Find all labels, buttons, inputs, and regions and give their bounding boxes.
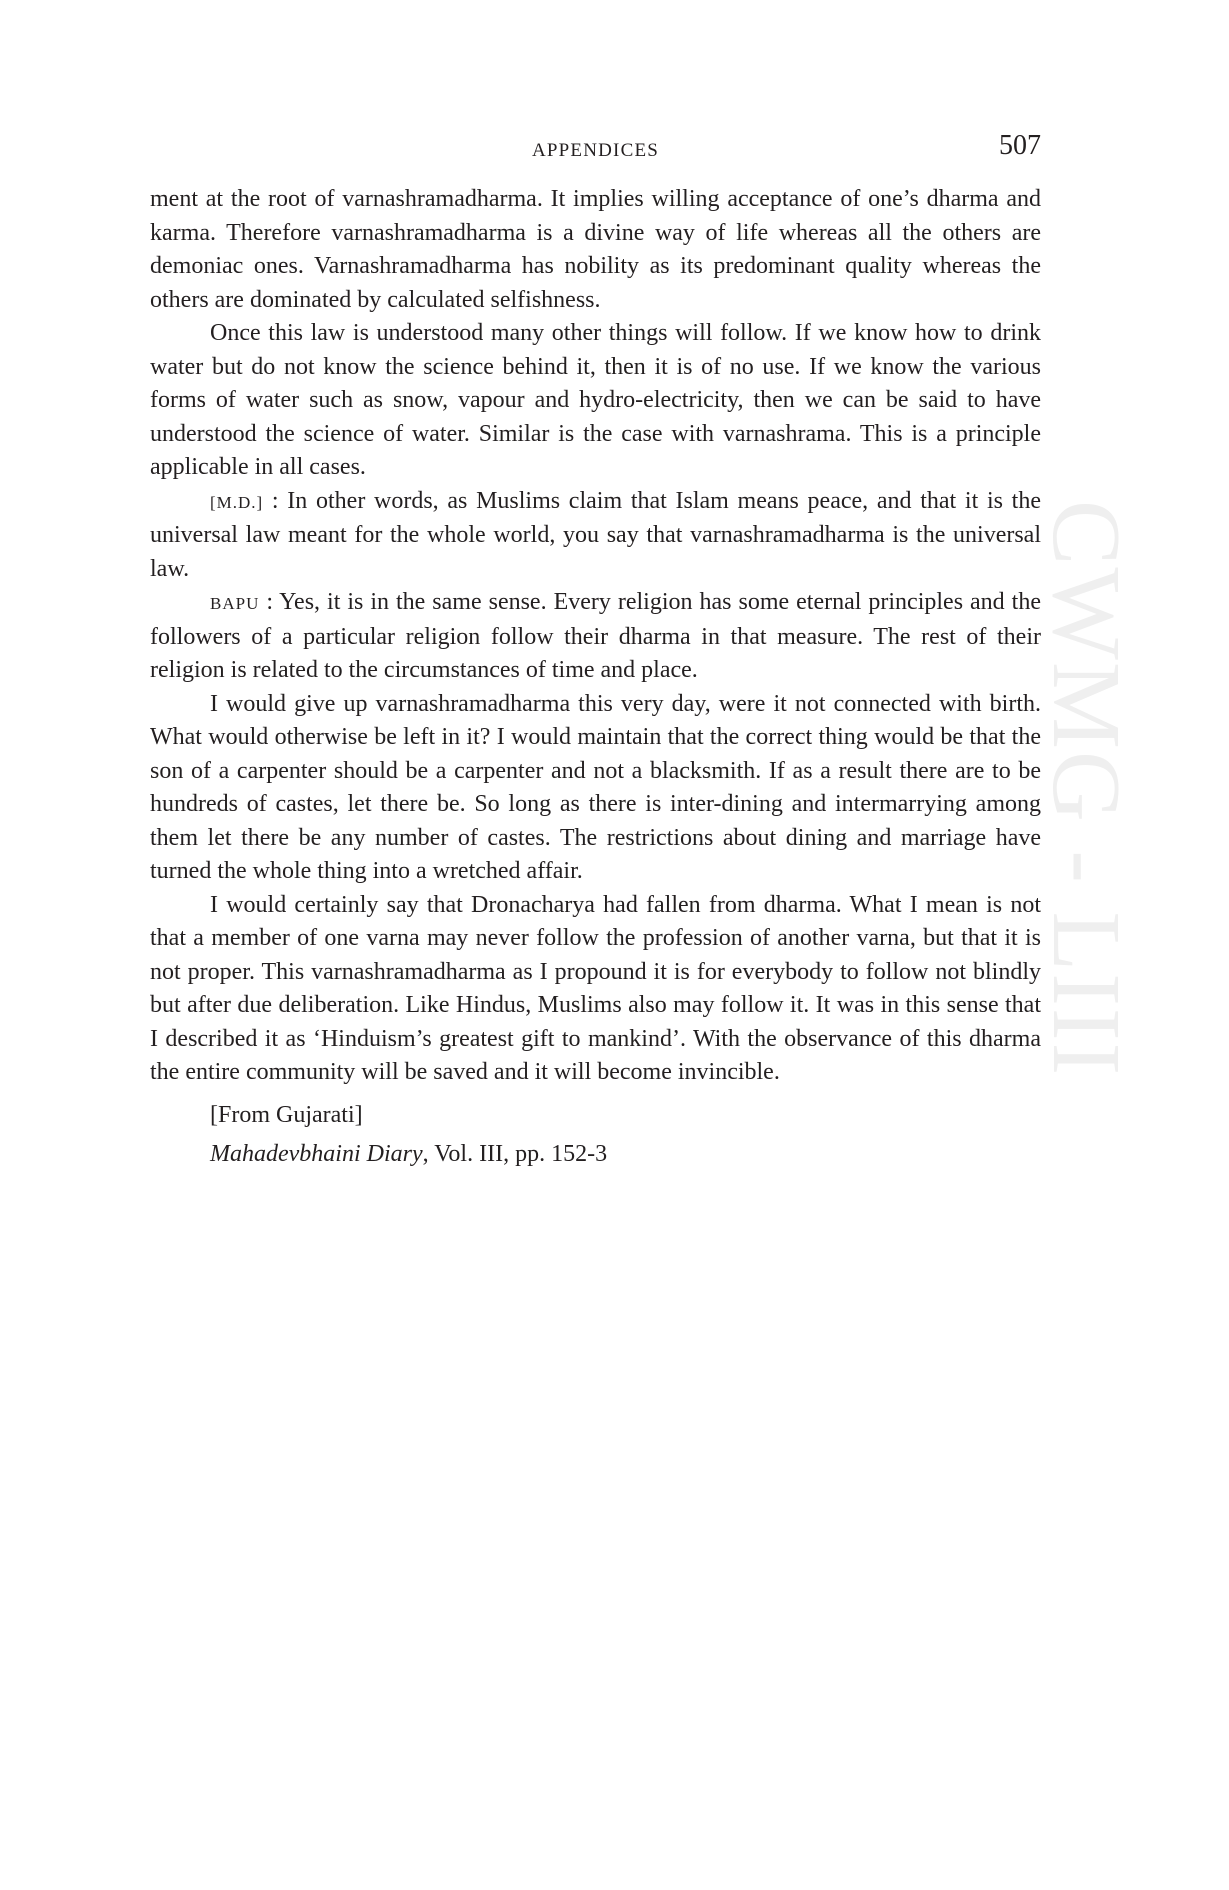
- speaker-label: [M.D.]: [210, 492, 264, 512]
- watermark: [1032, 500, 1140, 1400]
- dialogue-text: : In other words, as Muslims claim that Islam means peace, and that it is the universal law meant for the whole world, you say that varnashramadharma is the universal law.: [150, 487, 1041, 582]
- speaker-label: BAPU: [210, 594, 260, 613]
- watermark-text: CWMG - LIII: [1032, 500, 1140, 1078]
- paragraph-text: I would certainly say that Dronacharya had fallen from dharma. What I mean is not that a member of one varna may never follow the profession of another varna, but that it is not proper. This varnashramadharma as I propound it is for everybody to follow not blindly but after due deliberation. Like Hindus, Muslims also may follow it. It was in this sense that I described it as ‘Hinduism’s greatest gift to mankind’. With the observance of this dharma the entire community will be saved and it will become invincible.: [150, 891, 1041, 1085]
- paragraph-text: ment at the root of varnashramadharma. It implies willing acceptance of one’s dharma and karma. Therefore varnashramadharma is a divine way of life whereas all the others are demoniac ones. Varnashramadharma has nobility as its predominant quality whereas the others are dominated by calculated selfishness.: [150, 186, 1041, 313]
- dialogue-paragraph-md: [150, 485, 1041, 587]
- paragraph: [150, 317, 1041, 485]
- paragraph-continuation: [150, 183, 1041, 317]
- paragraph-text: I would give up varnashramadharma this very day, were it not connected with birth. What would otherwise be left in it? I would maintain that the correct thing would be that the son of a carpenter should be a carpenter and not a blacksmith. If as a result there are to be hundreds of castes, let there be. So long as there is inter-dining and intermarrying among them let there be any number of castes. The restrictions about dining and marriage have turned the whole thing into a wretched affair.: [150, 690, 1041, 884]
- language-note-text: [From Gujarati]: [210, 1101, 363, 1128]
- source-citation: [150, 1135, 1041, 1174]
- source-details: , Vol. III, pp. 152-3: [422, 1140, 608, 1167]
- running-head: [150, 130, 1041, 170]
- paragraph: [150, 889, 1041, 1090]
- paragraph: [150, 688, 1041, 889]
- body-text: [150, 183, 1041, 1174]
- paragraph-text: Once this law is understood many other things will follow. If we know how to drink water but do not know the science behind it, then it is of no use. If we know the various forms of water such as snow, vapour and hydro-electricity, then we can be said to have understood the science of water. Similar is the case with varnashrama. This is a principle applicable in all cases.: [150, 320, 1041, 480]
- page-number: 507: [999, 130, 1041, 161]
- dialogue-text: : Yes, it is in the same sense. Every religion has some eternal principles and the followers of a particular religion follow their dharma in that measure. The rest of their religion is related to the circumstances of time and place.: [150, 589, 1041, 683]
- running-title: APPENDICES: [531, 140, 660, 161]
- dialogue-paragraph-bapu: [150, 586, 1041, 688]
- language-note: [150, 1096, 1041, 1135]
- source-title: Mahadevbhaini Diary: [210, 1140, 423, 1167]
